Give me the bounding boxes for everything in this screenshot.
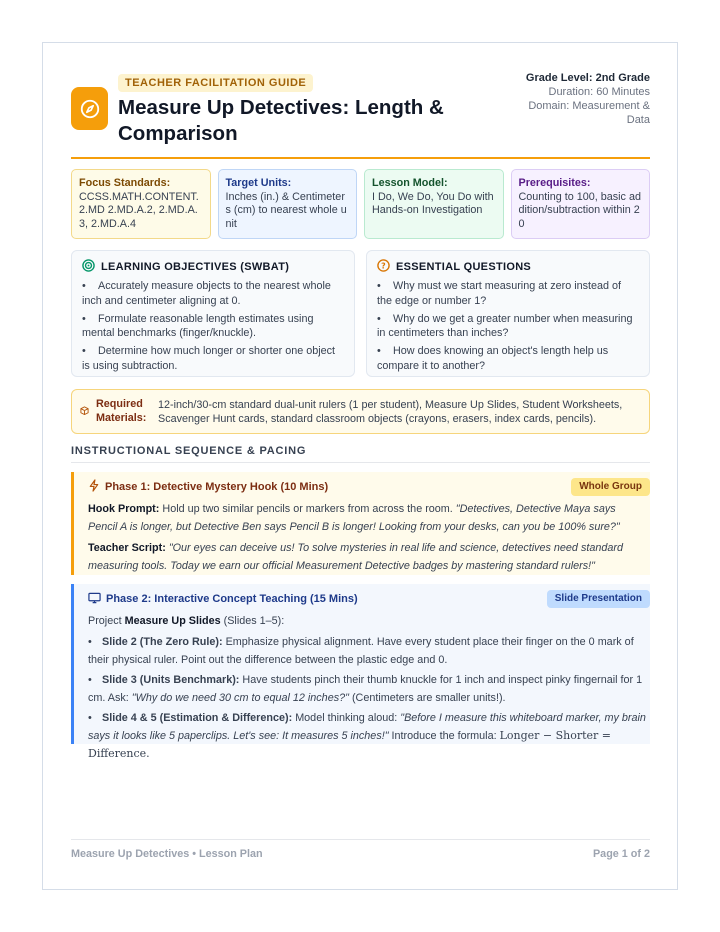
phase-2-intro: Project Measure Up Slides (Slides 1–5): <box>88 615 285 627</box>
materials-label: Required Materials: <box>96 398 147 424</box>
list-item: • Why must we start measuring at zero instead of the edge or number 1? <box>377 280 622 307</box>
info-value: Inches (in.) & Centimeters (cm) to nearest whole unit <box>225 190 347 230</box>
info-row <box>71 169 650 239</box>
grade-level: Grade Level: 2nd Grade <box>525 72 650 84</box>
question-icon <box>377 259 390 275</box>
questions-title-text: ESSENTIAL QUESTIONS <box>396 261 532 273</box>
list-item: • Accurately measure objects to the nearest whole inch and centimeter aligning at 0. <box>82 280 331 307</box>
info-label: Target Units: <box>225 177 292 189</box>
list-item: • Formulate reasonable length estimates using mental benchmarks (finger/knuckle). <box>82 312 314 339</box>
info-lesson-model <box>364 169 504 239</box>
list-item: • Slide 2 (The Zero Rule): Emphasize physical alignment. Have every student place their finger on the 0 mark of their physical ruler. Point out the difference between the plastic edge and 0. <box>88 636 634 666</box>
info-value: I Do, We Do, You Do with Hands-on Investigation <box>372 190 494 216</box>
phase-1 <box>71 472 650 575</box>
phase-1-tag: Whole Group <box>571 478 650 496</box>
questions-title <box>377 259 639 275</box>
info-label: Prerequisites: <box>518 177 591 189</box>
duration: Duration: 60 Minutes <box>548 86 650 98</box>
materials-text: 12-inch/30-cm standard dual-unit rulers (1 per student), Measure Up Slides, Student Worksheets, Scavenger Hunt cards, standard classroom objects (crayons, erasers, index cards, pencils). <box>158 398 623 425</box>
footer-left: Measure Up Detectives • Lesson Plan <box>71 848 263 860</box>
page-title: Measure Up Detectives: Length & Comparison <box>118 96 444 145</box>
list-item: • Slide 4 & 5 (Estimation & Difference): Model thinking aloud: "Before I measure this whiteboard marker, my brain says it looks like 5 paperclips. Let's see: It measures 5 inches!" Introduce the formula: Longer − Shorter = Difference. <box>88 712 646 760</box>
domain: Domain: Measurement & Data <box>528 100 650 126</box>
phase-2-tag: Slide Presentation <box>547 590 650 608</box>
compass-icon <box>71 87 108 130</box>
monitor-icon <box>88 592 101 607</box>
info-focus-standards <box>71 169 211 239</box>
objectives-title-text: LEARNING OBJECTIVES (SWBAT) <box>101 261 290 273</box>
lesson-plan-page <box>42 42 678 890</box>
list-item: • How does knowing an object's length help us compare it to another? <box>377 345 609 372</box>
svg-text:?: ? <box>381 261 386 271</box>
required-materials <box>71 389 650 434</box>
header <box>71 71 650 157</box>
box-icon <box>80 406 96 417</box>
essential-questions-card <box>366 250 650 377</box>
info-value: CCSS.MATH.CONTENT.2.MD 2.MD.A.2, 2.MD.A.3, 2.MD.A.4 <box>79 190 199 230</box>
guide-badge: TEACHER FACILITATION GUIDE <box>118 74 313 92</box>
header-divider <box>71 157 650 159</box>
info-label: Lesson Model: <box>372 177 448 189</box>
info-target-units <box>218 169 358 239</box>
info-value: Counting to 100, basic addition/subtraction within 20 <box>518 190 641 230</box>
section-heading: INSTRUCTIONAL SEQUENCE & PACING <box>71 445 650 463</box>
teacher-script: Teacher Script: "Our eyes can deceive us! To solve mysteries in real life and science, detectives need standard measuring tools. Today we earn our official Measurement Detective badges by mastering standard rulers!" <box>88 542 623 572</box>
phase-2 <box>71 584 650 760</box>
page-footer <box>71 839 650 860</box>
page-number: Page 1 of 2 <box>592 848 650 860</box>
objectives-questions <box>71 250 650 377</box>
info-label: Focus Standards: <box>79 177 171 189</box>
hook-prompt: Hook Prompt: Hold up two similar pencils or markers from across the room. "Detectives, Detective Maya says Pencil A is longer, but Detective Ben says Pencil B is longer! Looking from your desks, can you be 100% sure?" <box>88 503 620 533</box>
info-prerequisites <box>511 169 651 239</box>
list-item: • Why do we get a greater number when measuring in centimeters than inches? <box>377 312 633 339</box>
difference-formula: Longer − Shorter = Difference. <box>88 729 612 760</box>
target-icon <box>82 259 95 275</box>
phase-1-title: Phase 1: Detective Mystery Hook (10 Mins) <box>105 481 329 493</box>
list-item: • Slide 3 (Units Benchmark): Have students pinch their thumb knuckle for 1 inch and inspect pinky fingernail for 1 cm. Ask: "Why do we need 30 cm to equal 12 inches?" (Centimeters are smaller units!). <box>88 674 643 704</box>
list-item: • Determine how much longer or shorter one object is using subtraction. <box>82 345 336 372</box>
phase-2-title: Phase 2: Interactive Concept Teaching (15 Mins) <box>106 593 358 605</box>
objectives-title <box>82 259 344 275</box>
learning-objectives-card <box>71 250 355 377</box>
lesson-meta <box>510 71 650 127</box>
lightning-icon <box>88 479 100 495</box>
